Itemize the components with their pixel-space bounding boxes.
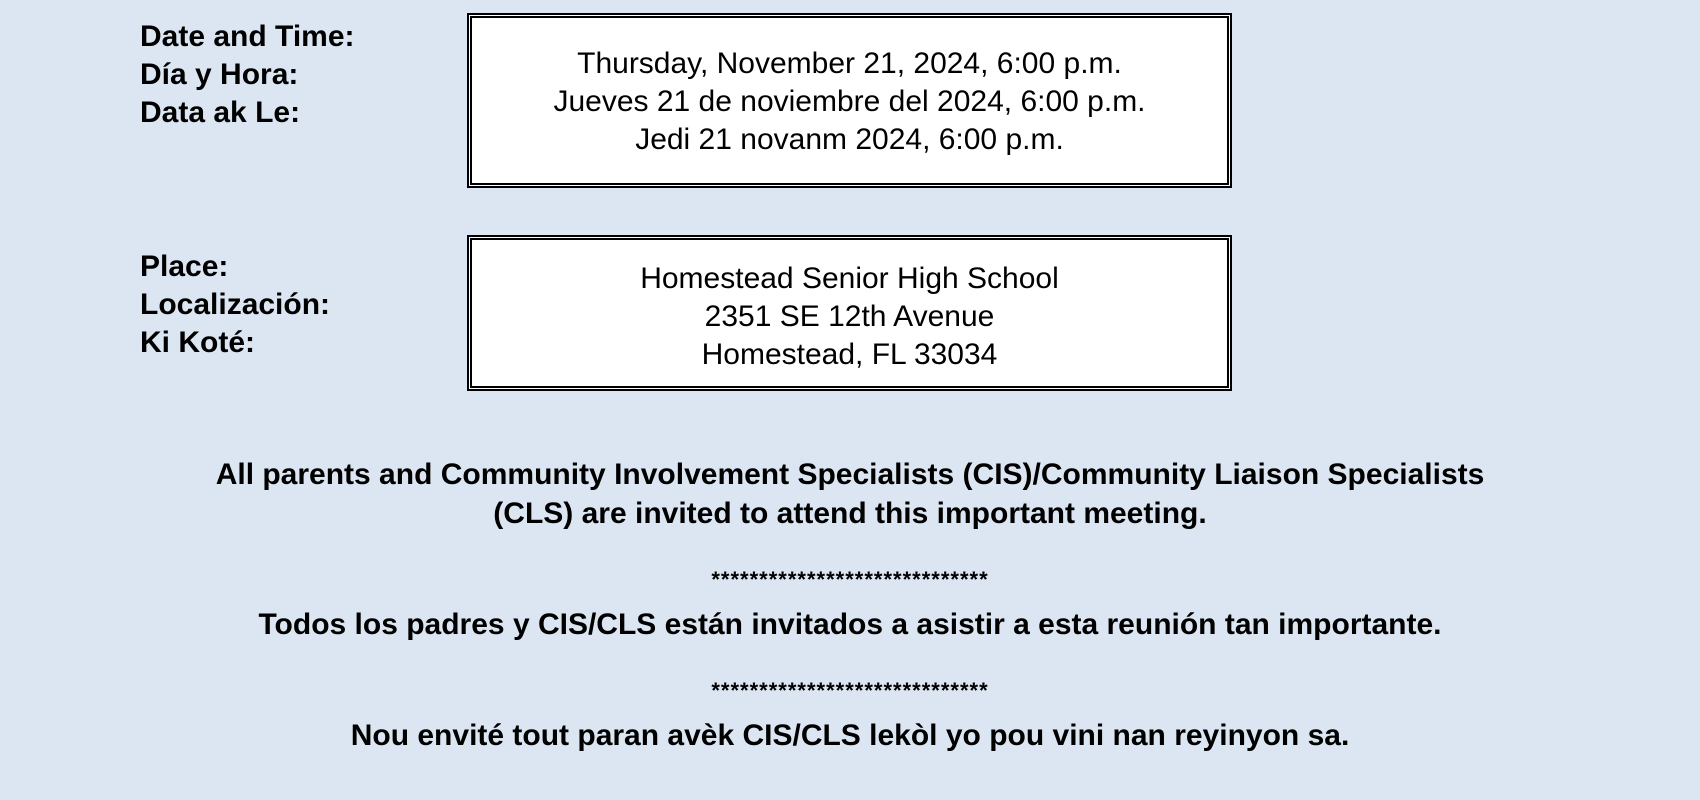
separator-asterisks: ***************************** — [711, 678, 989, 703]
invitation-creole: Nou envité tout paran avèk CIS/CLS lekòl yo pou vini nan reyinyon sa. — [350, 719, 1350, 752]
datetime-value-spanish: Jueves 21 de noviembre del 2024, 6:00 p.m. — [553, 85, 1146, 118]
invitation-spanish: Todos los padres y CIS/CLS están invitados a asistir a esta reunión tan importante. — [258, 608, 1442, 641]
invitation-english-line1: All parents and Community Involvement Specialists (CIS)/Community Liaison Specialists — [215, 458, 1485, 491]
datetime-label-english: Date and Time: — [140, 20, 355, 53]
place-label-english: Place: — [140, 250, 229, 283]
datetime-value-creole: Jedi 21 novanm 2024, 6:00 p.m. — [635, 123, 1064, 156]
invitation-english-line2: (CLS) are invited to attend this important meeting. — [493, 497, 1207, 530]
invitation-english — [0, 455, 1700, 533]
place-street-address: 2351 SE 12th Avenue — [704, 300, 995, 333]
place-label-spanish: Localización: — [140, 288, 331, 321]
place-labels — [140, 248, 330, 362]
datetime-label-creole: Data ak Le: — [140, 96, 301, 129]
datetime-labels — [140, 18, 355, 132]
place-label-creole: Ki Koté: — [140, 326, 255, 359]
separator-asterisks: ***************************** — [711, 567, 989, 592]
place-box — [467, 235, 1232, 391]
datetime-box — [467, 13, 1232, 188]
datetime-value-english: Thursday, November 21, 2024, 6:00 p.m. — [577, 47, 1122, 80]
datetime-label-spanish: Día y Hora: — [140, 58, 299, 91]
place-city-state-zip: Homestead, FL 33034 — [701, 338, 998, 371]
place-school-name: Homestead Senior High School — [640, 262, 1059, 295]
